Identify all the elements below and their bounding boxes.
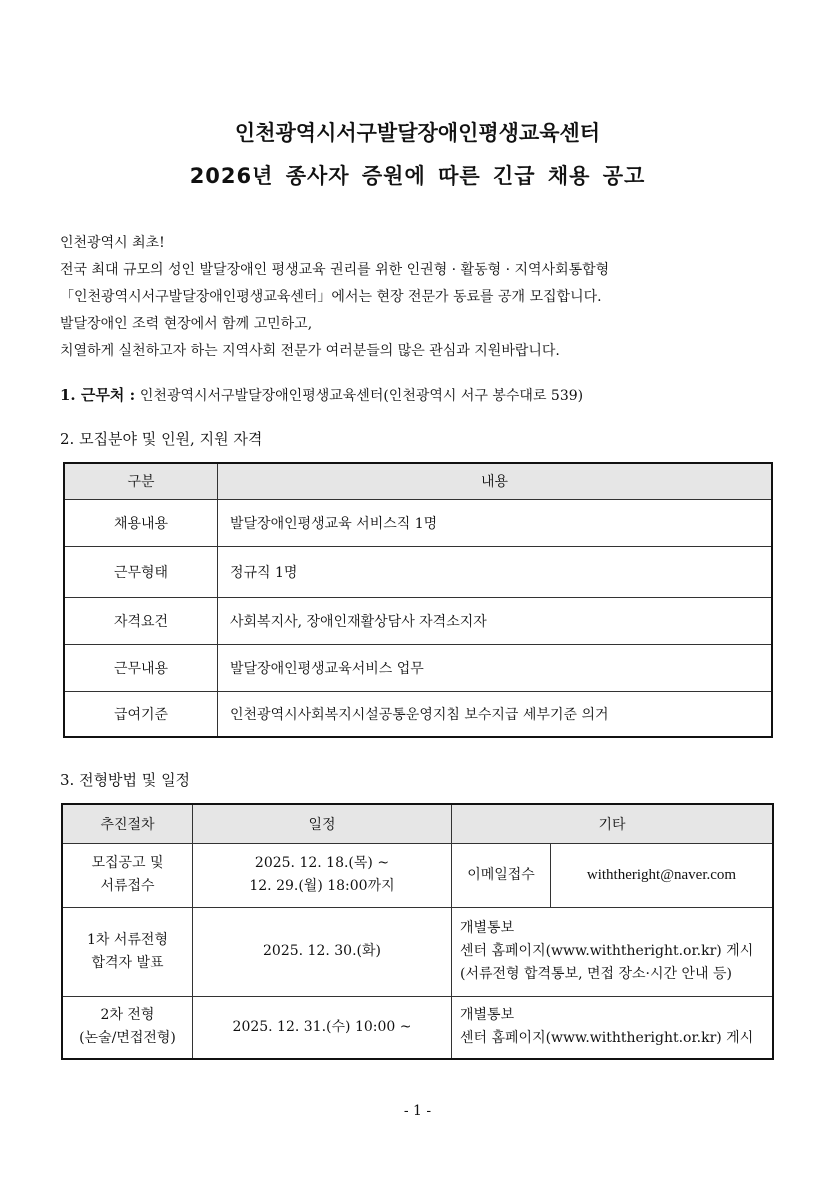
table-row — [64, 597, 772, 644]
step-text: 2차 전형 — [100, 1007, 155, 1024]
note-text: 개별통보 — [460, 1007, 515, 1024]
recruit-table — [63, 462, 773, 738]
intro-line: 「인천광역시서구발달장애인평생교육센터」에서는 현장 전문가 동료를 공개 모집합니다. — [60, 289, 602, 305]
process-table — [61, 803, 774, 1060]
table-row — [62, 996, 773, 1059]
note-text: 센터 홈페이지(www.withtheright.or.kr) 게시 — [460, 1030, 754, 1047]
note-text: 센터 홈페이지(www.withtheright.or.kr) 게시 — [460, 943, 754, 959]
step-cell — [62, 843, 193, 907]
section-workplace-text: 인천광역시서구발달장애인평생교육센터(인천광역시 서구 봉수대로 539) — [139, 388, 584, 404]
row-label: 급여기준 — [64, 691, 218, 737]
intro-line: 발달장애인 조력 현장에서 함께 고민하고, — [60, 316, 313, 332]
column-header: 기타 — [452, 804, 774, 843]
row-value: 발달장애인평생교육 서비스직 1명 — [218, 499, 773, 546]
table-row — [62, 843, 773, 907]
note-text: 개별통보 — [460, 920, 515, 936]
title-line-1: 인천광역시서구발달장애인평생교육센터 — [234, 121, 601, 145]
section-recruit-heading: 2. 모집분야 및 인원, 지원 자격 — [60, 430, 263, 448]
date-cell: 2025. 12. 31.(수) 10:00 ~ — [193, 996, 452, 1059]
intro-line: 인천광역시 최초! — [60, 235, 165, 251]
section-process-heading: 3. 전형방법 및 일정 — [60, 771, 191, 789]
section-workplace-label: 1. 근무처 : — [60, 386, 136, 404]
table-row — [62, 907, 773, 996]
row-label: 근무형태 — [64, 546, 218, 597]
date-text: 12. 29.(월) 18:00까지 — [249, 878, 395, 894]
row-value: 인천광역시사회복지시설공통운영지침 보수지급 세부기준 의거 — [218, 691, 773, 737]
date-cell — [193, 843, 452, 907]
row-value: 정규직 1명 — [218, 546, 773, 597]
table-header-row — [62, 804, 773, 843]
step-text: 서류접수 — [100, 878, 155, 894]
table-row — [64, 644, 772, 691]
table-row — [64, 691, 772, 737]
row-label: 채용내용 — [64, 499, 218, 546]
step-text: (논술/면접전형) — [79, 1030, 176, 1047]
step-text: 1차 서류전형 — [87, 931, 168, 948]
row-label: 자격요건 — [64, 597, 218, 644]
title-line-2: 2026년 종사자 증원에 따른 긴급 채용 공고 — [189, 164, 646, 188]
column-header: 추진절차 — [62, 804, 193, 843]
section-workplace — [60, 384, 583, 405]
row-value: 사회복지사, 장애인재활상담사 자격소지자 — [218, 597, 773, 644]
table-row — [64, 546, 772, 597]
note-cell — [452, 996, 774, 1059]
page-number: - 1 - — [403, 1103, 432, 1119]
step-cell — [62, 996, 193, 1059]
row-label: 근무내용 — [64, 644, 218, 691]
step-cell — [62, 907, 193, 996]
date-text: 2025. 12. 18.(목) ~ — [254, 855, 390, 871]
table-row — [64, 499, 772, 546]
table-header-row — [64, 463, 772, 499]
row-value: 발달장애인평생교육서비스 업무 — [218, 644, 773, 691]
step-text: 합격자 발표 — [91, 954, 164, 971]
intro-line: 치열하게 실천하고자 하는 지역사회 전문가 여러분들의 많은 관심과 지원바랍니다. — [60, 343, 560, 359]
method-cell: 이메일접수 — [452, 843, 551, 907]
date-cell: 2025. 12. 30.(화) — [193, 907, 452, 996]
intro-line: 전국 최대 규모의 성인 발달장애인 평생교육 권리를 위한 인권형 · 활동형 · 지역사회통합형 — [60, 262, 610, 278]
note-text: (서류전형 합격통보, 면접 장소·시간 안내 등) — [460, 966, 732, 982]
step-text: 모집공고 및 — [91, 855, 164, 871]
column-header: 내용 — [218, 463, 773, 499]
note-cell — [452, 907, 774, 996]
column-header: 일정 — [193, 804, 452, 843]
email-cell: withtheright@naver.com — [551, 843, 774, 907]
column-header: 구분 — [64, 463, 218, 499]
